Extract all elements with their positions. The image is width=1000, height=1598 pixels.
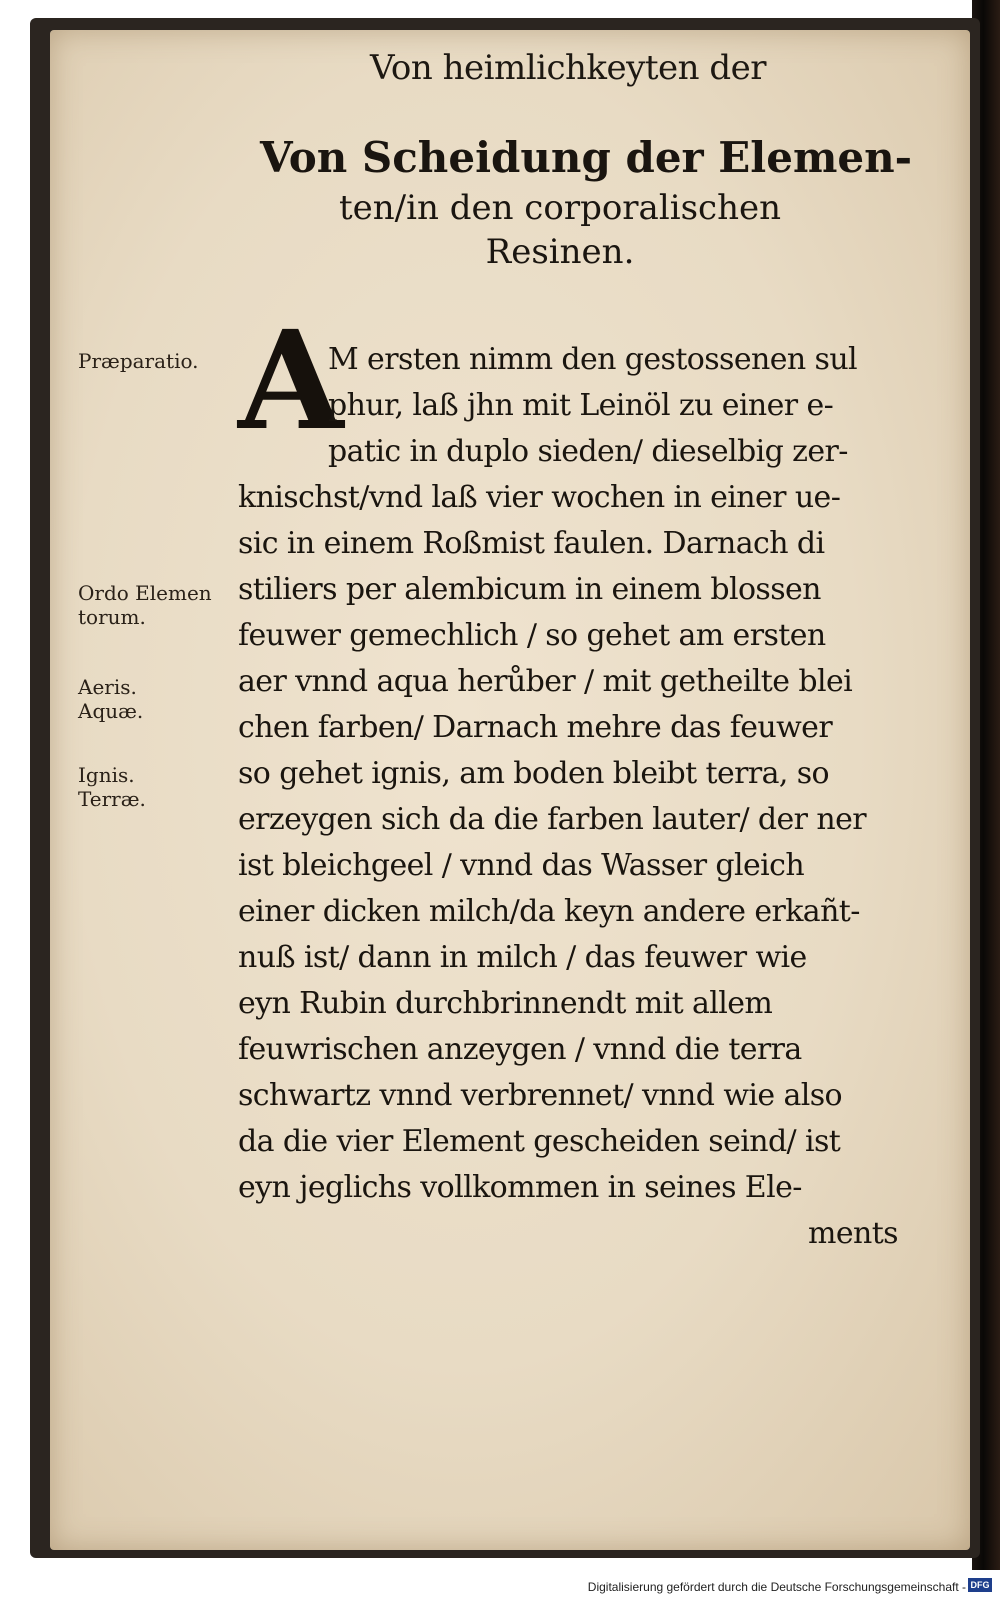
body-line: feuwer gemechlich / so gehet am ersten [238, 618, 826, 653]
margin-note-praeparatio: Præparatio. [78, 349, 199, 373]
chapter-title-line-1: Von Scheidung der Elemen- [260, 133, 913, 182]
body-line: stiliers per alembicum in einem blossen [238, 572, 821, 607]
body-line: einer dicken milch/da keyn andere erkañt- [238, 894, 860, 929]
body-line: phur, laß jhn mit Leinöl zu einer e- [328, 388, 834, 423]
margin-note-torum: torum. [78, 605, 146, 629]
margin-note-ordo-elemen: Ordo Elemen [78, 581, 212, 605]
margin-note-aquae: Aquæ. [78, 699, 144, 723]
body-line: eyn jeglichs vollkommen in seines Ele- [238, 1170, 802, 1205]
body-line: da die vier Element gescheiden seind/ ist [238, 1124, 841, 1159]
body-line: M ersten nimm den gestossenen sul [328, 342, 858, 377]
body-line: feuwrischen anzeygen / vnnd die terra [238, 1032, 802, 1067]
drop-cap: A [238, 301, 344, 461]
footer-credit: Digitalisierung gefördert durch die Deutsche Forschungsgemeinschaft - [587, 1580, 966, 1594]
body-line: patic in duplo sieden/ dieselbig zer- [328, 434, 848, 469]
body-line: nuß ist/ dann in milch / das feuwer wie [238, 940, 807, 975]
body-line: erzeygen sich da die farben lauter/ der ner [238, 802, 866, 837]
margin-note-aeris: Aeris. [78, 675, 137, 699]
body-line: so gehet ignis, am boden bleibt terra, so [238, 756, 830, 791]
chapter-title [260, 130, 913, 274]
margin-note-terrae: Terræ. [78, 787, 146, 811]
body-line: aer vnnd aqua herůber / mit getheilte blei [238, 664, 853, 699]
running-head: Von heimlichkeyten der [370, 48, 766, 88]
body-line: chen farben/ Darnach mehre das feuwer [238, 710, 833, 745]
body-line: sic in einem Roßmist faulen. Darnach di [238, 526, 825, 561]
chapter-title-line-2: ten/in den corporalischen [339, 188, 781, 228]
chapter-title-line-3: Resinen. [485, 232, 635, 272]
margin-note-ignis: Ignis. [78, 763, 135, 787]
body-line: eyn Rubin durchbrinnendt mit allem [238, 986, 773, 1021]
body-line: ist bleichgeel / vnnd das Wasser gleich [238, 848, 805, 883]
body-line: schwartz vnnd verbrennet/ vnnd wie also [238, 1078, 843, 1113]
dfg-logo[interactable]: DFG [968, 1578, 992, 1592]
body-line-catchword: ments [808, 1216, 898, 1251]
body-line: knischst/vnd laß vier wochen in einer ue- [238, 480, 841, 515]
